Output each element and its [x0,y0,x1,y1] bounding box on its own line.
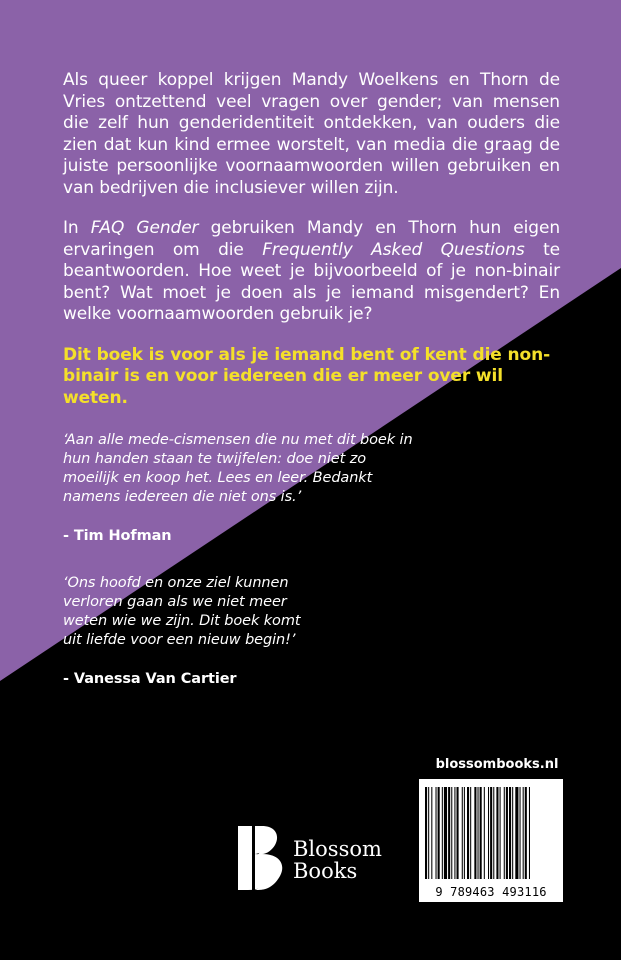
barcode-bar [464,787,465,879]
barcode-bar [425,787,427,879]
barcode-bar [525,787,527,879]
barcode-bar [451,787,452,879]
barcode-bar [488,787,489,879]
barcode-bar [520,787,521,879]
barcode-bar [512,787,513,879]
faq-emphasis: Frequently Asked Questions [262,239,525,260]
barcode-bar [523,787,524,879]
publisher-name [293,838,382,882]
blurb-paragraph-2-start: In [63,218,91,238]
barcode-bar [529,787,530,879]
review-quote-1: ‘Aan alle mede-cismensen die nu met dit boek in hun handen staan te twijfelen: doe niet zo moeilijk en koop het. Lees en leer. Bedankt namens iedereen die niet ons is.’ [63,432,413,505]
barcode-bar [506,787,508,879]
review-author-2: - Vanessa Van Cartier [63,670,237,687]
blurb-text-area [63,70,560,716]
barcode-bar [438,787,440,879]
isbn-barcode [419,779,563,902]
barcode-bar [442,787,443,879]
barcode-bar [444,787,447,879]
barcode-bar [504,787,505,879]
publisher-name-line2: Books [293,859,358,883]
barcode-bar [478,787,479,879]
publisher-logo [236,826,286,895]
barcode-bar [509,787,511,879]
barcode-bar [470,787,471,879]
barcode-bar [474,787,476,879]
barcode-bar [462,787,463,879]
barcode-bar [496,787,498,879]
review-author-1: - Tim Hofman [63,528,172,544]
barcode-bar [457,787,459,879]
barcode-bar [500,787,501,879]
blurb-paragraph-2 [63,218,560,326]
blurb-paragraph-2-end: te beantwoorden. Hoe weet je bijvoorbeeld of je non-binair bent? Wat moet je doen als je iemand misgendert? En welke voornaamwoorden gebruik je? [63,239,561,324]
barcode-bar [436,787,437,879]
barcode-bar [490,787,492,879]
highlight-statement: Dit boek is voor als je iemand bent of kent die non-binair is en voor iedereen die er meer over wil weten. [63,344,551,408]
barcode-bar [467,787,469,879]
barcode-bars [419,779,563,884]
book-title-emphasis: FAQ Gender [90,218,199,238]
barcode-bar [484,787,485,879]
barcode-bar [493,787,494,879]
barcode-bar [428,787,429,879]
barcode-bar [431,787,432,879]
blurb-paragraph-2-middle: gebruiken Mandy en Thorn hun eigen ervaringen om die [63,218,560,260]
isbn-number: 9 789463 493116 [435,885,547,899]
barcode-bar [480,787,482,879]
barcode-bar [448,787,450,879]
blossom-b-logo-icon [236,826,286,890]
barcode-bar [515,787,518,879]
publisher-name-line1: Blossom [293,837,382,861]
review-quote-2: ‘Ons hoofd en onze ziel kunnen verloren gaan als we niet meer weten wie we zijn. Dit boek komt uit liefde voor een nieuw begin!’ [63,574,301,648]
publisher-website: blossombooks.nl [435,757,559,772]
blurb-paragraph-1: Als queer koppel krijgen Mandy Woelkens en Thorn de Vries ontzettend veel vragen over gender; van mensen die zelf hun genderidentiteit ontdekken, van ouders die zien dat kun kind ermee worstelt, van media die graag de juiste persoonlijke voornaamwoorden willen gebruiken en van bedrijven die inclusiever willen zijn. [63,70,560,198]
barcode-bar [454,787,455,879]
